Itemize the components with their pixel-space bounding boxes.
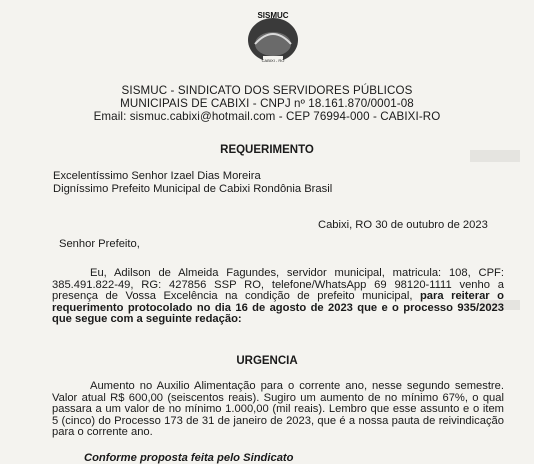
greeting: Senhor Prefeito, [59,238,140,250]
paragraph-2 [52,381,504,439]
header-line-1: SISMUC - SINDICATO DOS SERVIDORES PÚBLICOS [121,84,413,97]
header-line-3: Email: sismuc.cabixi@hotmail.com - CEP 76994-000 - CABIXI-RO [93,110,441,123]
document-title: REQUERIMENTO [220,144,314,156]
sismuc-logo [243,4,303,68]
logo-text: SISMUC [257,11,289,20]
paragraph-3-partial: Conforme proposta feita pelo Sindicato [84,452,294,464]
paragraph-2-text: Aumento no Auxilio Alimentação para o corrente ano, nesse segundo semestre. Valor atual R$ 600,00 (seiscentos reais). Sugiro um aumento de no mínimo 67%, o qual passara a um valor de no mínimo 1.000,00 (mil reais). Lembro que esse assunto e o item 5 (cinco) do Processo 173 de 31 de janeiro de 2023, que é a nossa pauta de reivindicação para o corrente ano. [52,380,504,438]
urgency-heading: URGENCIA [236,355,298,367]
paragraph-1 [52,268,504,326]
bleed-through-mark [470,150,520,162]
addressee-title: Digníssimo Prefeito Municipal de Cabixi Rondônia Brasil [53,183,333,195]
paragraph-1-text: Eu, Adilson de Almeida Fagundes, servidor municipal, matricula: 108, CPF: 385.491.822-49, RG: 427856 SSP RO, telefone/WhatsApp 69 98120-1111 venho a presença de Vossa Excelência na condição de prefeito municipal, [52,267,504,302]
document-date: Cabixi, RO 30 de outubro de 2023 [318,219,488,231]
header-line-2: MUNICIPAIS DE CABIXI - CNPJ nº 18.161.870/0001-08 [120,97,414,110]
logo-subtext: CABIXI - RO [261,58,285,63]
paragraph-1-bold: para reiterar o requerimento protocolado no dia 16 de agosto de 2023 que e o processo 935/2023 que segue com a seguinte redação: [52,290,504,325]
addressee-name: Excelentíssimo Senhor Izael Dias Moreira [53,170,261,182]
bleed-through-mark [480,300,520,310]
